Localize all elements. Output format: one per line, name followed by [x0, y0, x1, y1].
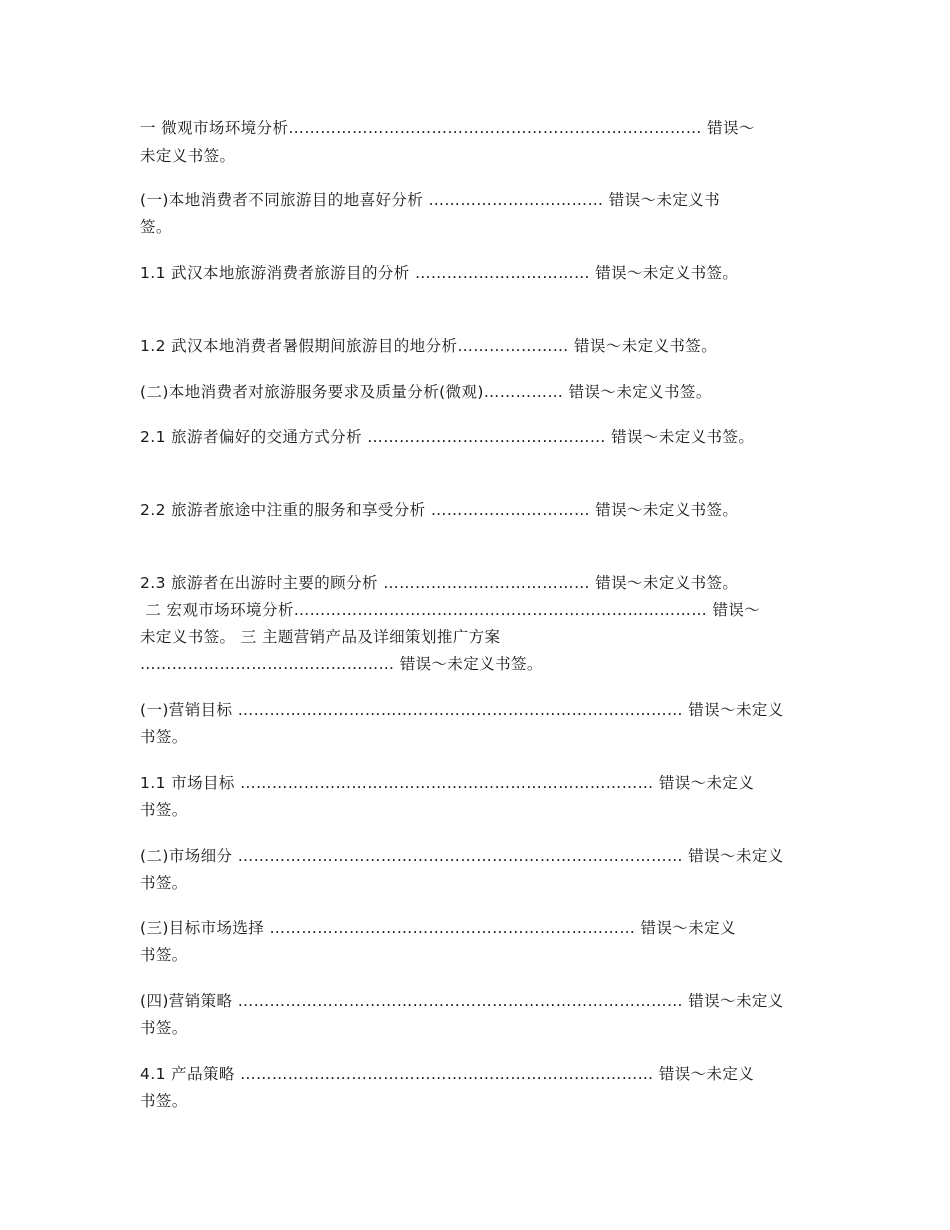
toc-entry-service-quality: (二)本地消费者对旅游服务要求及质量分析(微观)…………… 错误～未定义书签。 [140, 383, 712, 401]
toc-entry-product-strategy: 4.1 产品策略 …………………………………………………………………… 错误～未定义 [140, 1065, 755, 1083]
toc-entry-2-3: 2.3 旅游者在出游时主要的顾分析 ………………………………… 错误～未定义书签。 [140, 574, 739, 592]
toc-entry-destination-preference: (一)本地消费者不同旅游目的地喜好分析 …………………………… 错误～未定义书 [140, 191, 721, 209]
toc-entry-marketing-goal: (一)营销目标 ………………………………………………………………………… 错误～未定义 [140, 701, 784, 719]
toc-entry-theme-marketing: 未定义书签。 三 主题营销产品及详细策划推广方案 [140, 628, 501, 646]
toc-entry-market-goal-cont: 书签。 [140, 801, 188, 819]
toc-entry-market-goal: 1.1 市场目标 …………………………………………………………………… 错误～未定义 [140, 774, 755, 792]
toc-entry-destination-preference-cont: 签。 [140, 218, 172, 236]
toc-entry-1-2: 1.2 武汉本地消费者暑假期间旅游目的地分析………………… 错误～未定义书签。 [140, 337, 718, 355]
toc-entry-market-segmentation: (二)市场细分 ………………………………………………………………………… 错误～未定义 [140, 847, 784, 865]
toc-entry-target-market: (三)目标市场选择 …………………………………………………………… 错误～未定义 [140, 919, 736, 937]
toc-entry-target-market-cont: 书签。 [140, 946, 188, 964]
toc-entry-micro-market: 一 微观市场环境分析…………………………………………………………………… 错误～ [140, 119, 755, 137]
toc-entry-micro-market-cont: 未定义书签。 [140, 147, 236, 165]
toc-entry-theme-marketing-cont: ………………………………………… 错误～未定义书签。 [140, 655, 543, 673]
toc-entry-marketing-goal-cont: 书签。 [140, 728, 188, 746]
toc-entry-marketing-strategy: (四)营销策略 ………………………………………………………………………… 错误～未定义 [140, 992, 784, 1010]
toc-entry-1-1: 1.1 武汉本地旅游消费者旅游目的分析 …………………………… 错误～未定义书签。 [140, 264, 739, 282]
toc-entry-macro-market: 二 宏观市场环境分析…………………………………………………………………… 错误～ [140, 601, 761, 619]
toc-entry-market-segmentation-cont: 书签。 [140, 874, 188, 892]
toc-entry-product-strategy-cont: 书签。 [140, 1092, 188, 1110]
toc-entry-marketing-strategy-cont: 书签。 [140, 1019, 188, 1037]
toc-entry-2-1: 2.1 旅游者偏好的交通方式分析 ……………………………………… 错误～未定义书签。 [140, 428, 755, 446]
toc-entry-2-2: 2.2 旅游者旅途中注重的服务和享受分析 ………………………… 错误～未定义书签。 [140, 501, 739, 519]
